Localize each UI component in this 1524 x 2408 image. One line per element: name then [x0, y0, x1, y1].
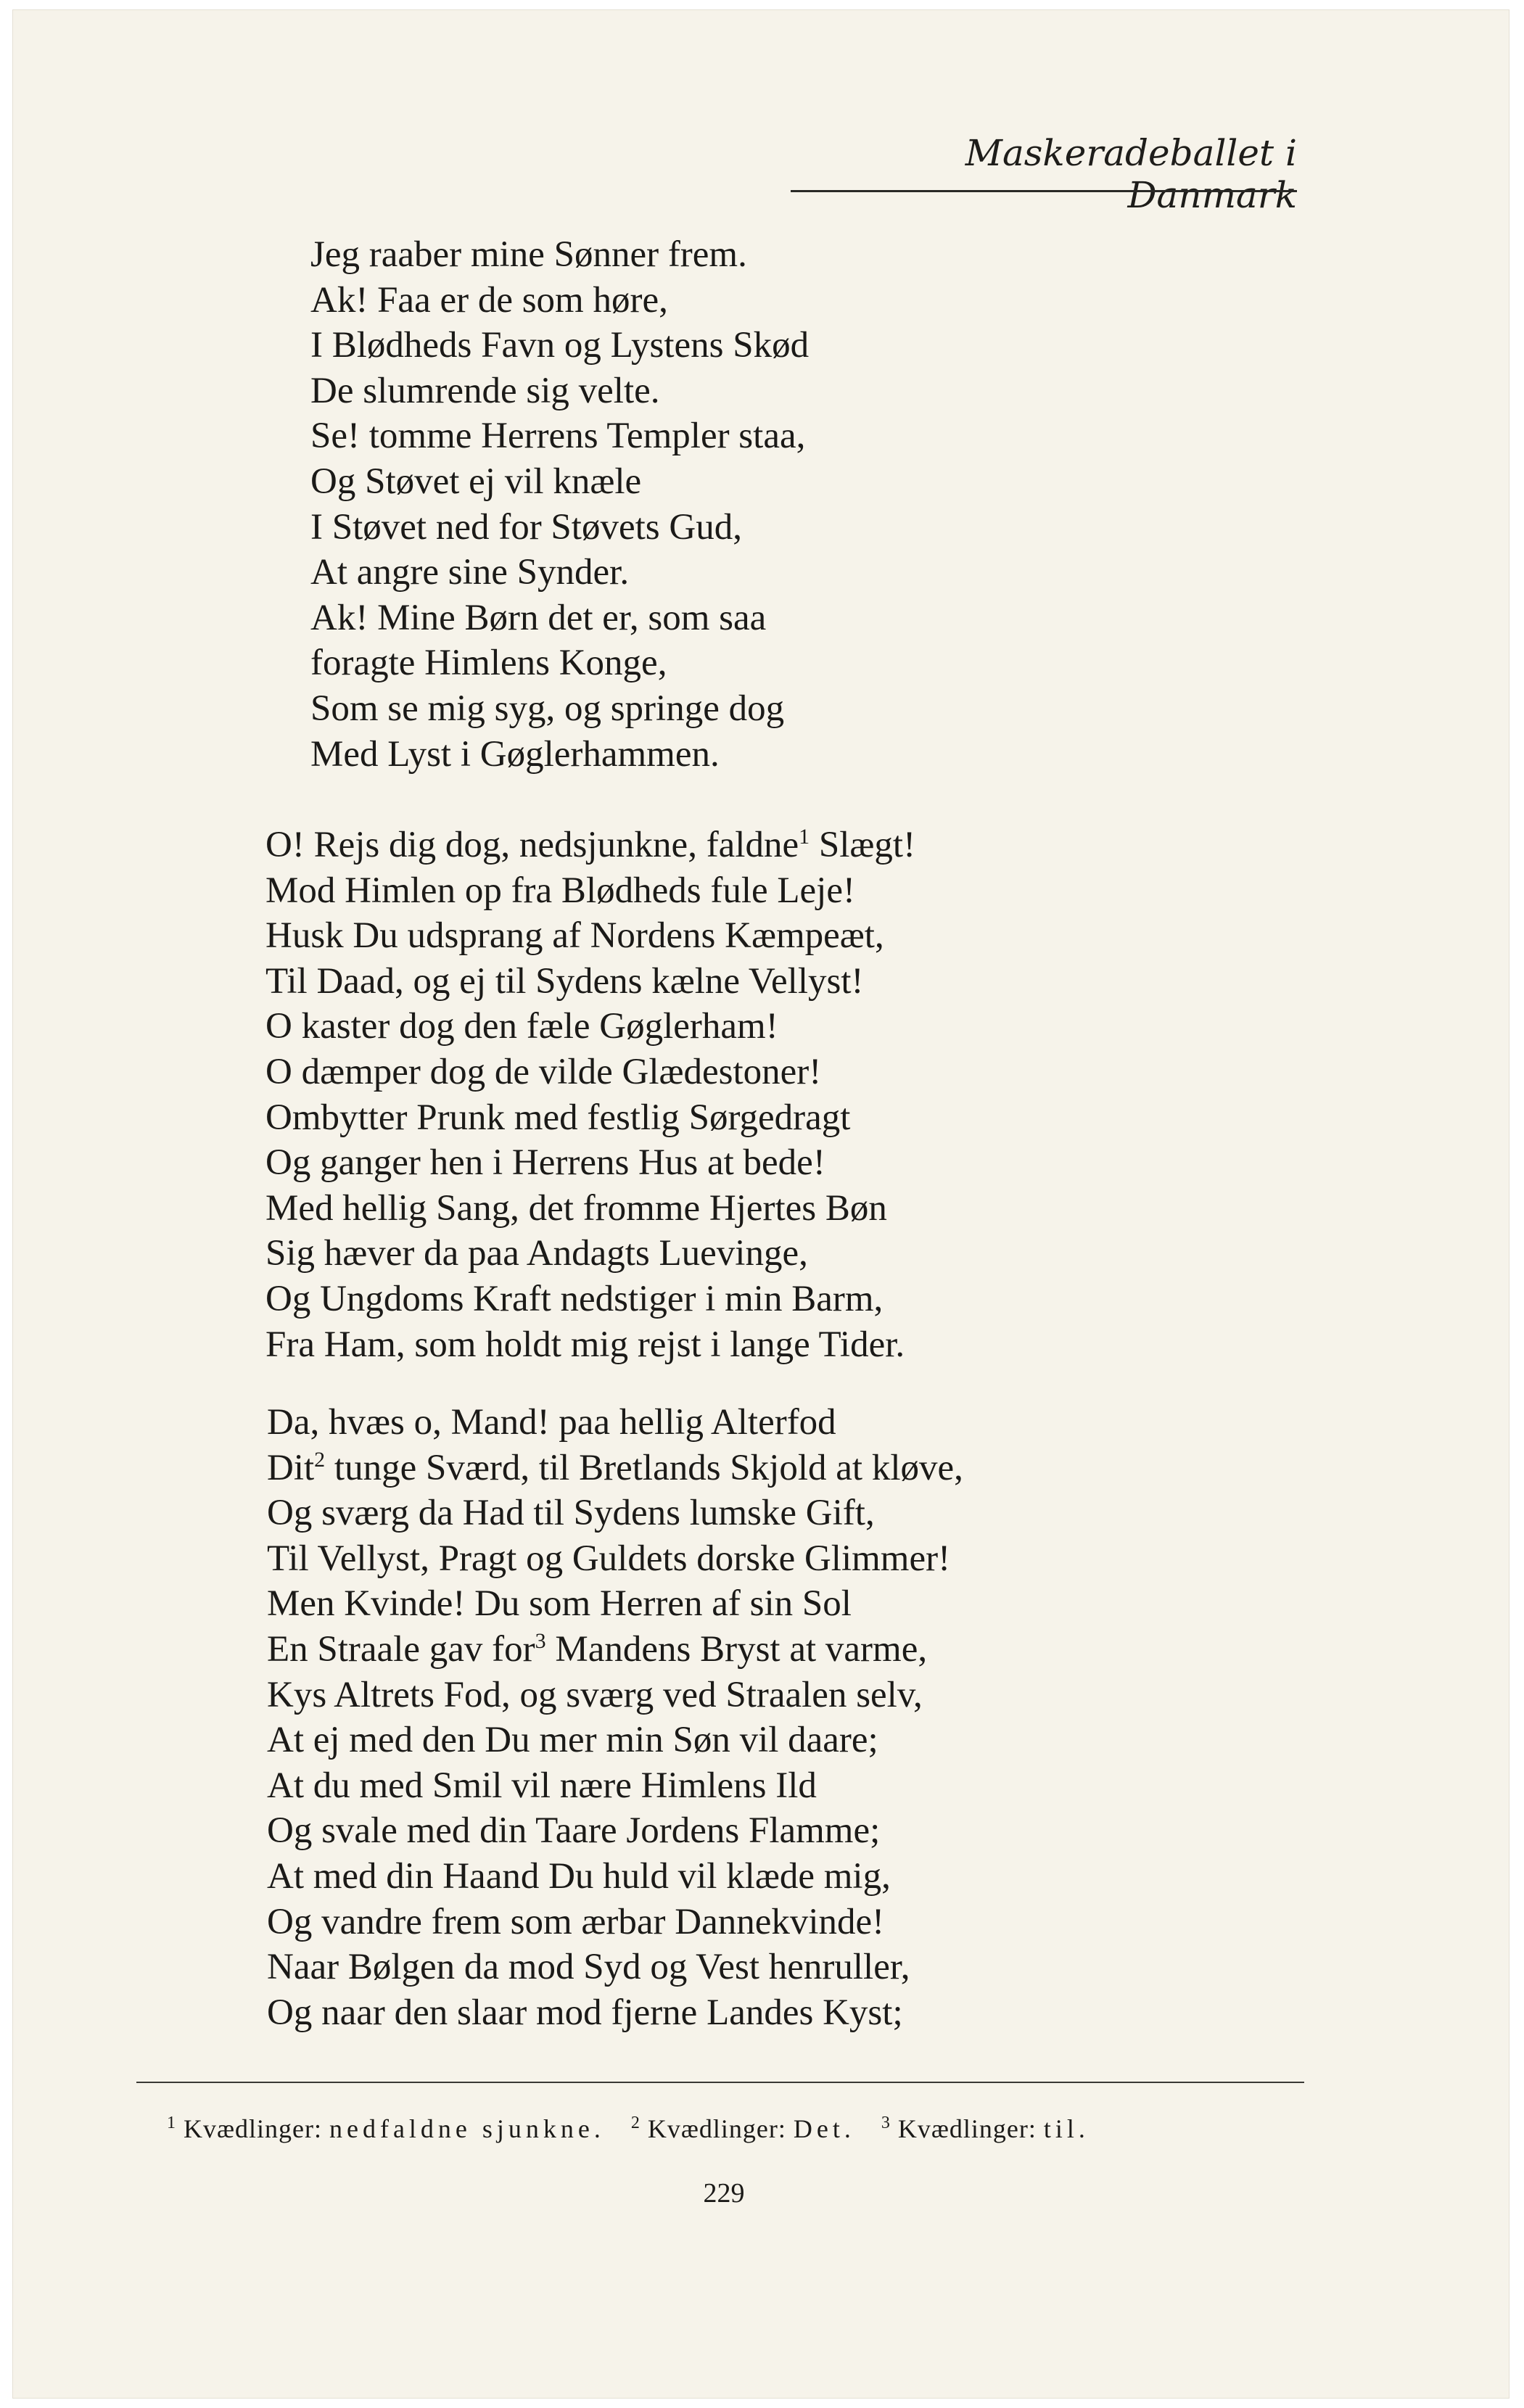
footnote-3: [881, 2114, 1090, 2143]
verse-line: Ak! Mine Børn det er, som saa: [310, 597, 767, 638]
footnote-reference: 3: [535, 1628, 546, 1653]
verse-line: Og naar den slaar mod fjerne Landes Kyst;: [267, 1992, 903, 2033]
verse-line: Med hellig Sang, det fromme Hjertes Bøn: [265, 1187, 887, 1229]
verse-line: At med din Haand Du huld vil klæde mig,: [267, 1855, 891, 1897]
verse-line: [267, 1627, 963, 1673]
verse-line: At ej med den Du mer min Søn vil daare;: [267, 1720, 878, 1761]
verse-line: Da, hvæs o, Mand! paa hellig Alterfod: [267, 1402, 836, 1443]
header-rule: [791, 190, 1297, 192]
footnote-2: [631, 2114, 855, 2143]
footnote-marker: 3: [881, 2114, 891, 2132]
verse-text: Slægt!: [810, 825, 916, 865]
verse-line: foragte Himlens Konge,: [310, 643, 667, 684]
running-head: Maskeradeballet i Danmark: [965, 132, 1297, 216]
footnote-text: Det.: [793, 2114, 855, 2143]
book-page: [13, 10, 1509, 2398]
verse-text: Dit: [267, 1447, 315, 1488]
verse-line: Med Lyst i Gøglerhammen.: [310, 733, 720, 775]
verse-line: Men Kvinde! Du som Herren af sin Sol: [267, 1583, 852, 1625]
verse-line: Og vandre frem som ærbar Dannekvinde!: [267, 1901, 885, 1942]
verse-line: Jeg raaber mine Sønner frem.: [310, 234, 747, 275]
stanza-3: [267, 1400, 963, 2035]
page-number: 229: [703, 2178, 745, 2209]
verse-line: Sig hæver da paa Andagts Luevinge,: [265, 1233, 808, 1274]
footnote-label: Kvædlinger:: [647, 2114, 786, 2143]
verse-line: Til Daad, og ej til Sydens kælne Vellyst!: [265, 960, 864, 1002]
verse-line: Og Støvet ej vil knæle: [310, 461, 642, 502]
verse-line: Naar Bølgen da mod Syd og Vest henruller,: [267, 1947, 910, 1988]
verse-line: At du med Smil vil nære Himlens Ild: [267, 1765, 817, 1806]
footnote-label: Kvædlinger:: [184, 2114, 322, 2143]
footnote-marker: 2: [630, 2114, 641, 2132]
verse-line: Ombytter Prunk med festlig Sørgedragt: [265, 1097, 851, 1138]
footnote-text: til.: [1043, 2114, 1090, 2143]
footnotes: [167, 2114, 1108, 2144]
verse-text: O! Rejs dig dog, nedsjunkne, faldne: [265, 825, 799, 865]
verse-line: Mod Himlen op fra Blødheds fule Leje!: [265, 870, 855, 911]
verse-line: Til Vellyst, Pragt og Guldets dorske Glimmer!: [267, 1538, 951, 1579]
verse-line: Husk Du udsprang af Nordens Kæmpeæt,: [265, 915, 884, 957]
footnote-reference: 1: [799, 825, 810, 849]
footnote-reference: 2: [314, 1447, 326, 1472]
verse-line: At angre sine Synder.: [310, 552, 630, 593]
verse-text: tunge Sværd, til Bretlands Skjold at kløve,: [325, 1447, 963, 1488]
verse-line: Og ganger hen i Herrens Hus at bede!: [265, 1142, 825, 1184]
verse-line: Og sværg da Had til Sydens lumske Gift,: [267, 1493, 875, 1534]
footnote-text: nedfaldne sjunkne.: [329, 2114, 605, 2143]
verse-line: I Blødheds Favn og Lystens Skød: [310, 325, 810, 366]
footnote-1: [167, 2114, 605, 2143]
verse-line: [267, 1446, 963, 1491]
verse-line: Som se mig syg, og springe dog: [310, 688, 785, 729]
footnote-rule: [136, 2082, 1304, 2083]
verse-line: Og svale med din Taare Jordens Flamme;: [267, 1810, 881, 1852]
verse-text: En Straale gav for: [267, 1628, 535, 1670]
verse-line: Kys Altrets Fod, og sværg ved Straalen selv,: [267, 1674, 923, 1715]
verse-line: Og Ungdoms Kraft nedstiger i min Barm,: [265, 1278, 883, 1319]
footnote-label: Kvædlinger:: [897, 2114, 1037, 2143]
stanza-2: [265, 822, 915, 1367]
verse-line: O dæmper dog de vilde Glædestoner!: [265, 1051, 822, 1092]
verse-line: O kaster dog den fæle Gøglerham!: [265, 1006, 778, 1047]
verse-line: De slumrende sig velte.: [310, 370, 660, 411]
verse-text: Mandens Bryst at varme,: [545, 1628, 928, 1670]
verse-line: Se! tomme Herrens Templer staa,: [310, 416, 806, 457]
verse-line: [265, 822, 915, 868]
verse-line: Fra Ham, som holdt mig rejst i lange Tider.: [265, 1324, 905, 1365]
verse-line: Ak! Faa er de som høre,: [310, 279, 668, 321]
footnote-marker: 1: [167, 2114, 176, 2132]
stanza-1: [310, 232, 809, 777]
verse-line: I Støvet ned for Støvets Gud,: [310, 506, 742, 548]
